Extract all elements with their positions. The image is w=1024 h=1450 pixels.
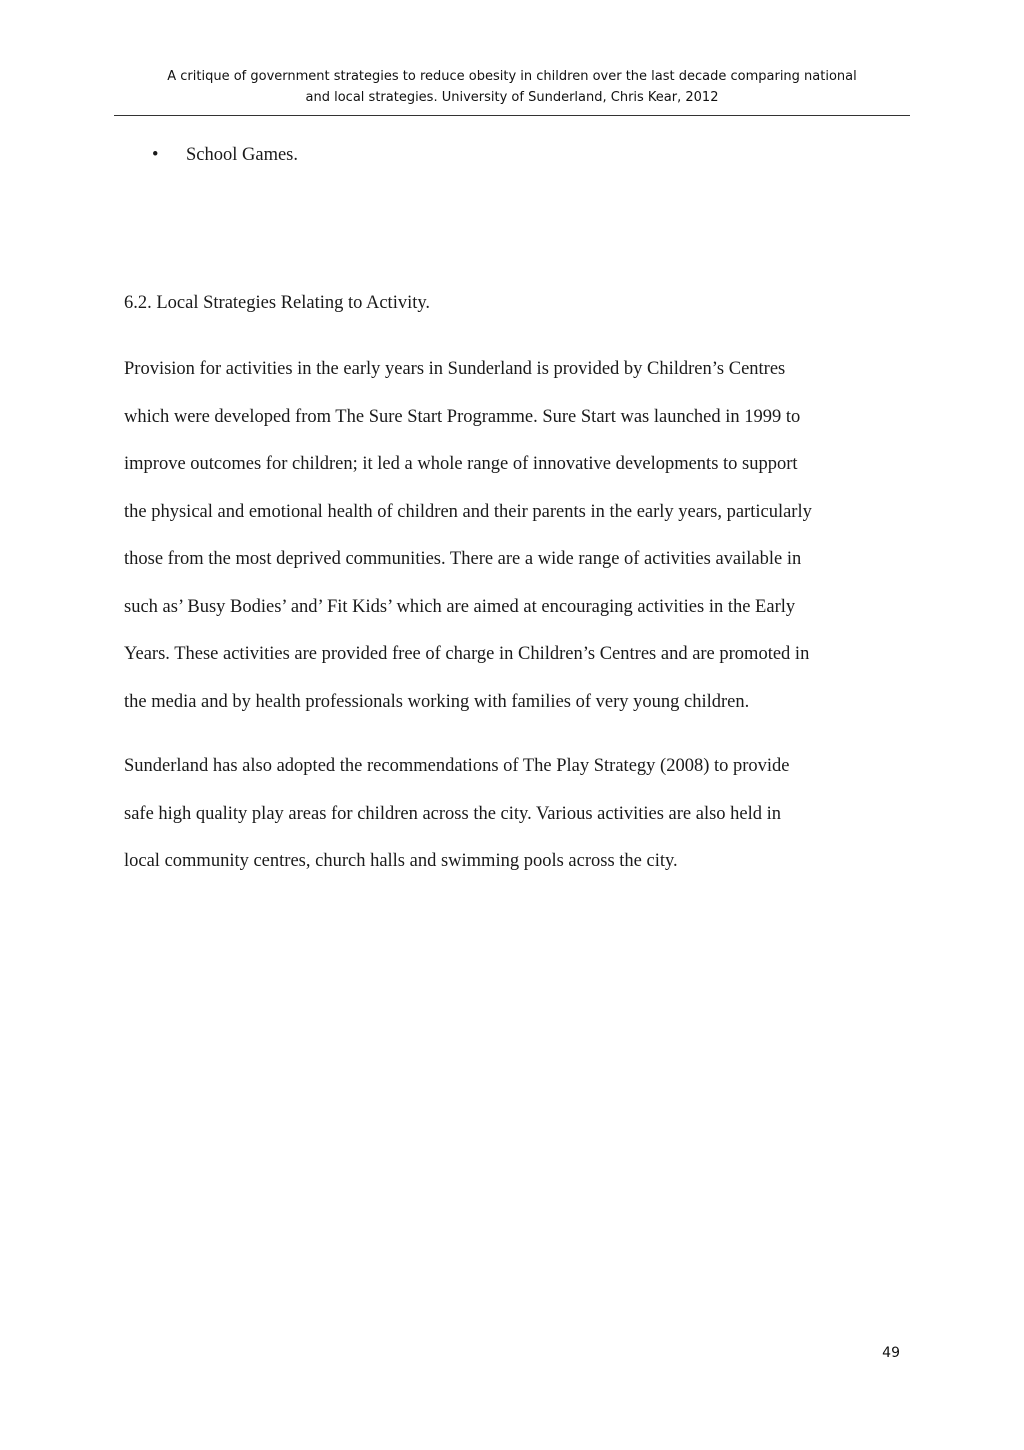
- running-header: [114, 66, 910, 108]
- section-heading: 6.2. Local Strategies Relating to Activity.: [124, 293, 431, 313]
- paragraph-line: Provision for activities in the early years in Sunderland is provided by Children’s Centres: [124, 359, 786, 379]
- paragraph-line: the physical and emotional health of children and their parents in the early years, particularly: [124, 501, 812, 522]
- bullet-list-item: [152, 143, 298, 167]
- header-line-2: and local strategies. University of Sunderland, Chris Kear, 2012: [305, 90, 719, 105]
- paragraph-line: Years. These activities are provided free of charge in Children’s Centres and are promoted in: [124, 644, 810, 664]
- paragraph-line: Sunderland has also adopted the recommendations of The Play Strategy (2008) to provide: [124, 756, 790, 776]
- paragraph-line: those from the most deprived communities. There are a wide range of activities available in: [124, 549, 802, 569]
- paragraph-line: local community centres, church halls and swimming pools across the city.: [124, 851, 678, 871]
- paragraph-line: such as’ Busy Bodies’ and’ Fit Kids’ which are aimed at encouraging activities in the Early: [124, 596, 796, 617]
- paragraph-2: [124, 743, 910, 886]
- header-line-1: A critique of government strategies to reduce obesity in children over the last decade comparing national: [167, 69, 857, 84]
- paragraph-line: which were developed from The Sure Start Programme. Sure Start was launched in 1999 to: [124, 406, 801, 427]
- bullet-text: School Games.: [186, 145, 299, 165]
- page-number: 49: [882, 1345, 900, 1361]
- paragraph-line: safe high quality play areas for children across the city. Various activities are also held in: [124, 803, 782, 824]
- header-divider: [114, 115, 910, 116]
- paragraph-line: the media and by health professionals working with families of very young children.: [124, 691, 750, 712]
- paragraph-1: [124, 346, 910, 726]
- paragraph-line: improve outcomes for children; it led a whole range of innovative developments to support: [124, 454, 798, 474]
- bullet-icon: •: [152, 145, 159, 165]
